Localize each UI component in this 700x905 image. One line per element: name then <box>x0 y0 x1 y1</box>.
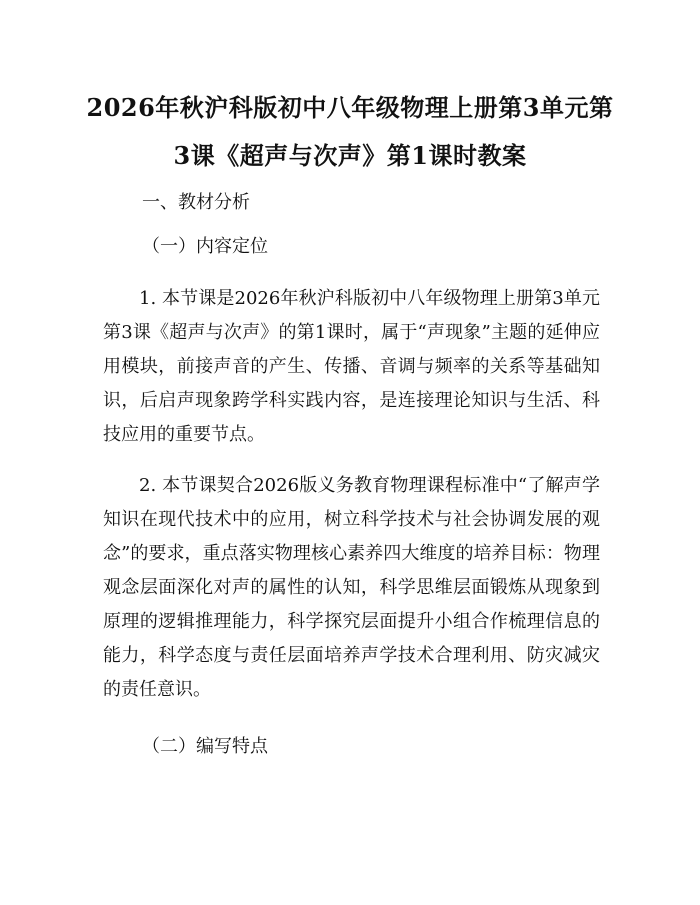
subsection-heading-content-positioning: （一）内容定位 <box>142 236 268 257</box>
document-title: 2026年秋沪科版初中八年级物理上册第3单元第3课《超声与次声》第1课时教案 <box>86 93 614 170</box>
section-heading-textbook-analysis: 一、教材分析 <box>142 192 250 213</box>
paragraph-1: 1. 本节课是2026年秋沪科版初中八年级物理上册第3单元第3课《超声与次声》的第1课时，属于“声现象”主题的延伸应用模块，前接声音的产生、传播、音调与频率的关系等基础知识，后启声现象跨学科实践内容，是连接理论知识与生活、科技应用的重要节点。 <box>103 288 600 445</box>
paragraph-2: 2. 本节课契合2026版义务教育物理课程标准中“了解声学知识在现代技术中的应用，树立科学技术与社会协调发展的观念”的要求，重点落实物理核心素养四大维度的培养目标：物理观念层面深化对声的属性的认知，科学思维层面锻炼从现象到原理的逻辑推理能力，科学探究层面提升小组合作梳理信息的能力，科学态度与责任层面培养声学技术合理利用、防灾减灾的责任意识。 <box>103 475 600 700</box>
subsection-heading-writing-features: （二）编写特点 <box>142 736 268 757</box>
